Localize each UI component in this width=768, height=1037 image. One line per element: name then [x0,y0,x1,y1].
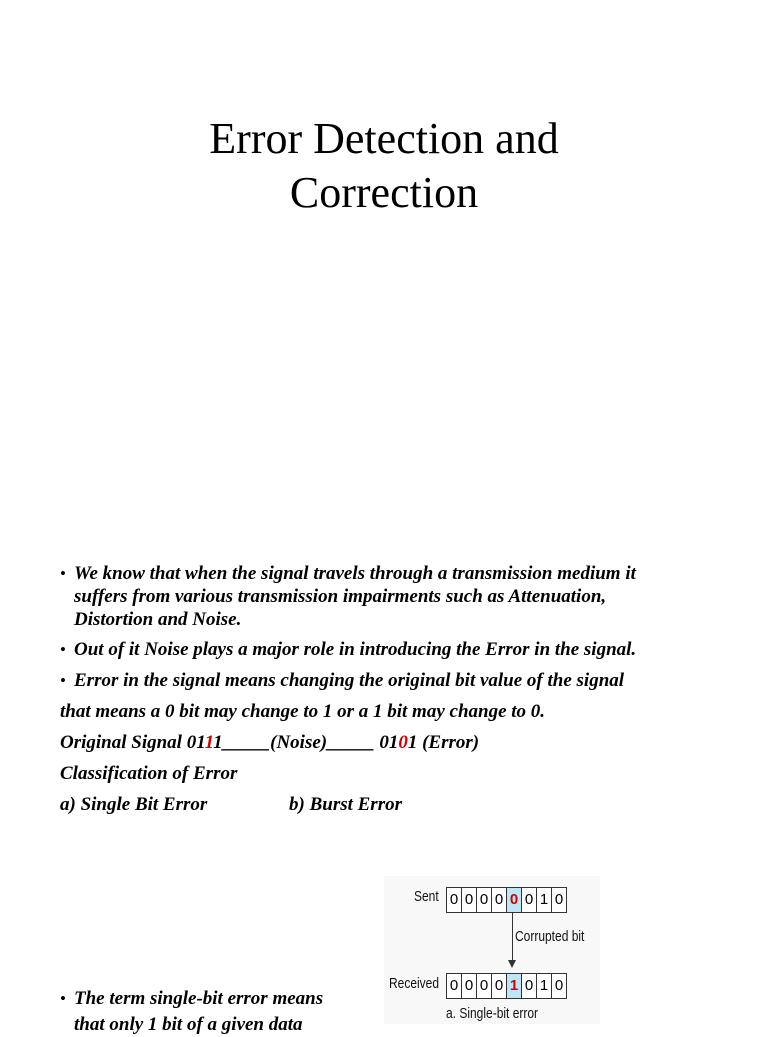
error-type-b: b) Burst Error [289,794,402,815]
error-type-a: a) Single Bit Error [60,794,208,815]
changed-bit-error: 0 [398,732,408,753]
sent-bit-cell: 0 [477,888,492,912]
arrow-down-icon [508,960,516,968]
received-bit-cell: 0 [447,974,462,998]
bullet-1-line-2: suffers from various transmission impairments such as Attenuation, [74,586,607,607]
title-line-2: Correction [289,168,479,217]
bullet-dot: • [60,671,66,690]
received-bit-cell: 0 [462,974,477,998]
received-bit-cell: 0 [477,974,492,998]
received-bits [446,973,567,999]
original-signal-suffix: 1 (Error) [407,732,480,753]
sent-bit-cell: 0 [492,888,507,912]
bullet-4-line-1: The term single-bit error means [74,988,324,1009]
bullet-dot: • [60,564,66,583]
arrow-line [512,912,513,960]
received-bit-cell: 1 [507,974,522,998]
received-bit-cell: 0 [552,974,566,998]
sent-bit-cell: 0 [507,888,522,912]
original-signal-line [60,731,479,755]
sent-bit-cell: 1 [537,888,552,912]
bullet-3-line-2: that means a 0 bit may change to 1 or a 1 bit may change to 0. [60,701,546,722]
single-bit-error-figure [384,876,600,1024]
bullet-1-line-1: We know that when the signal travels through a transmission medium it [74,563,636,584]
received-bit-cell: 0 [492,974,507,998]
bullet-1-line-3: Distortion and Noise. [74,609,242,630]
sent-bit-cell: 0 [462,888,477,912]
sent-label: Sent [414,888,439,905]
received-bit-cell: 1 [537,974,552,998]
corrupted-bit-label: Corrupted bit [515,928,585,945]
received-label: Received [389,975,440,992]
bullet-3-line-1: Error in the signal means changing the original bit value of the signal [74,670,625,691]
sent-bit-cell: 0 [522,888,537,912]
slide-title [0,112,768,220]
bullet-dot: • [60,640,66,659]
received-bit-cell: 0 [522,974,537,998]
changed-bit-original: 1 [204,732,214,753]
bullet-dot: • [60,989,66,1008]
sent-bit-cell: 0 [552,888,566,912]
bullet-4-line-2: that only 1 bit of a given data [74,1014,303,1035]
sent-bits [446,887,567,913]
figure-caption: a. Single-bit error [446,1005,539,1022]
sent-bit-cell: 0 [447,888,462,912]
original-signal-prefix: Original Signal 01 [60,732,205,753]
title-line-1: Error Detection and [209,114,559,163]
bullet-2: Out of it Noise plays a major role in introducing the Error in the signal. [74,639,637,660]
original-signal-mid: 1_____(Noise)_____ 01 [213,732,399,753]
classification-heading: Classification of Error [60,763,238,784]
